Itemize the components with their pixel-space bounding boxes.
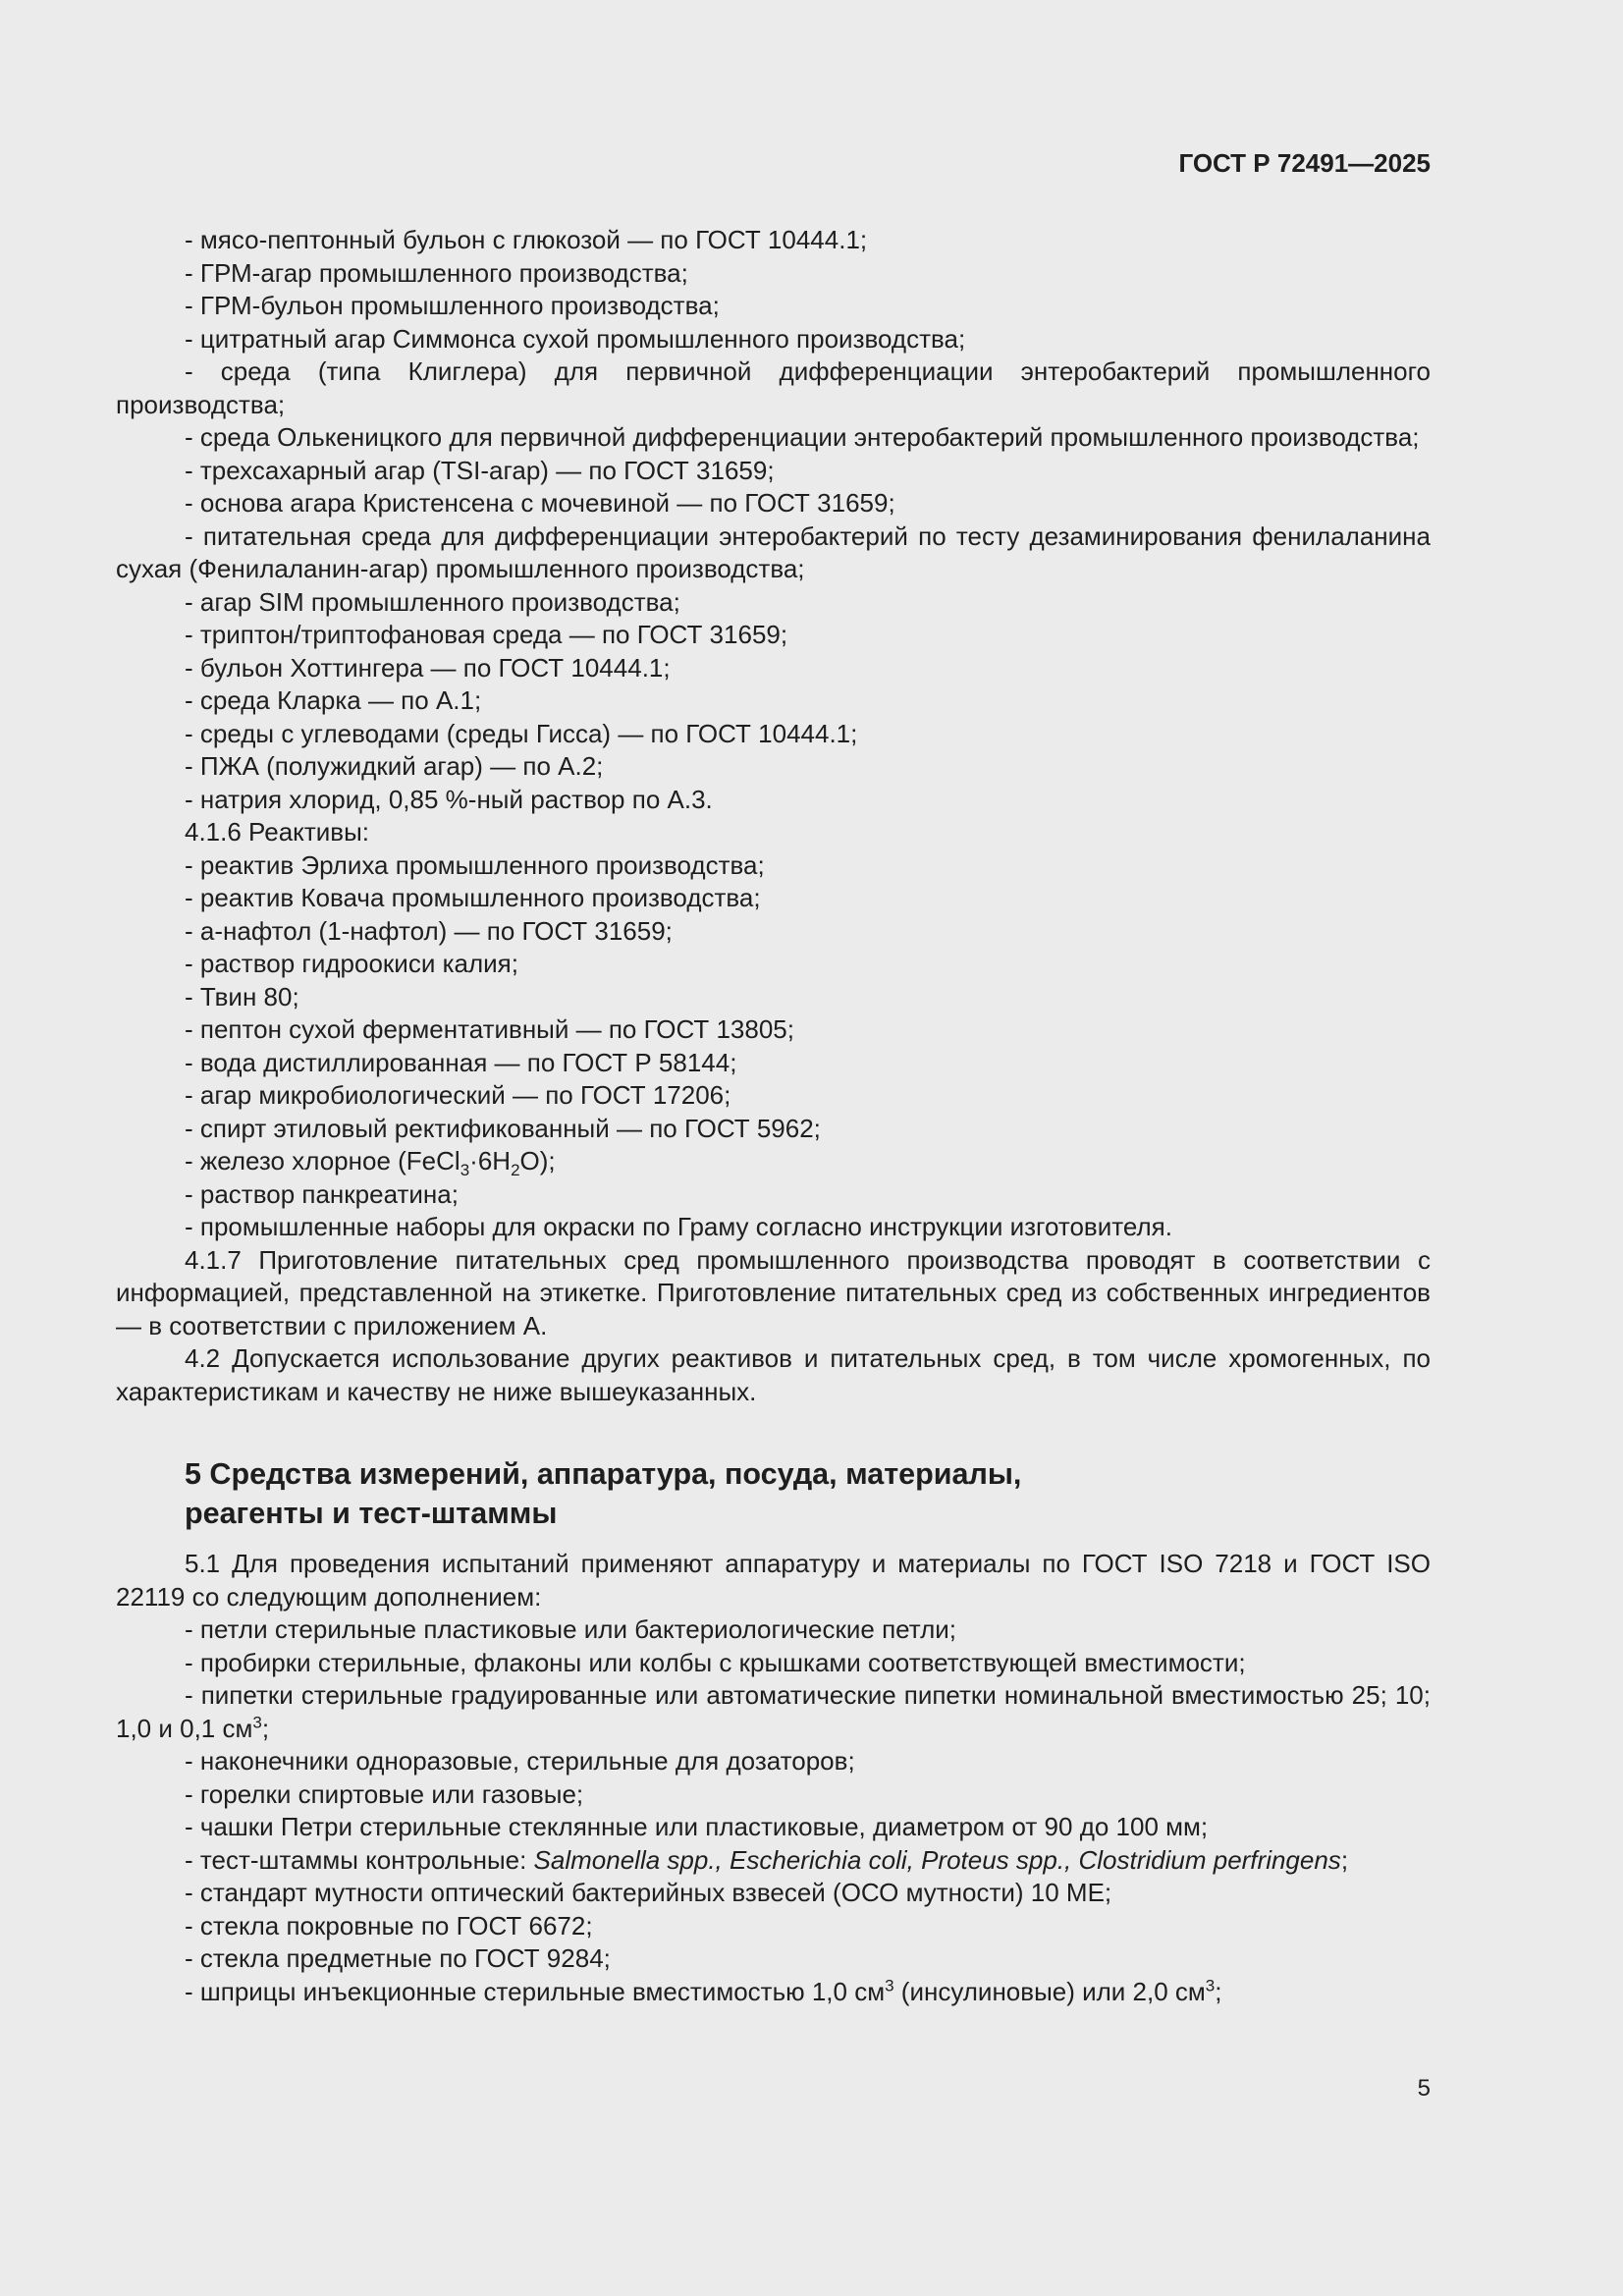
list-item: - пептон сухой ферментативный — по ГОСТ 13805; [185, 1014, 794, 1044]
list-item: - среда (типа Клиглера) для первичной дифференциации энтеробактерий промышленного производства; [116, 356, 1431, 419]
list-item: - пробирки стерильные, флаконы или колбы с крышками соответствующей вместимости; [185, 1647, 1246, 1677]
section-heading-line: 5 Средства измерений, аппаратура, посуда, материалы, [185, 1457, 1022, 1491]
list-item-test-strains: - тест-штаммы контрольные: Salmonella spp., Escherichia coli, Proteus spp., Clostridium perfringens; [185, 1844, 1349, 1875]
list-item: - стекла покровные по ГОСТ 6672; [185, 1910, 593, 1941]
clause-title: 4.1.6 Реактивы: [185, 817, 369, 847]
list-item: - ГРМ-бульон промышленного производства; [185, 291, 720, 320]
list-item: - промышленные наборы для окраски по Граму согласно инструкции изготовителя. [185, 1212, 1172, 1241]
list-item: - агар SIM промышленного производства; [185, 586, 680, 617]
list-item: - реактив Эрлиха промышленного производства; [185, 849, 765, 880]
list-item: - стандарт мутности оптический бактерийных взвесей (ОСО мутности) 10 МЕ; [185, 1878, 1112, 1907]
list-item: - основа агара Кристенсена с мочевиной — по ГОСТ 31659; [185, 488, 895, 518]
list-item: - среда Олькеницкого для первичной дифференциации энтеробактерий промышленного производства; [185, 422, 1420, 452]
list-item-ferric-chloride: - железо хлорное $(FeCl_3\cdot 6H_2O)$; [185, 1146, 556, 1180]
list-item: - среда Кларка — по А.1; [185, 685, 482, 715]
list-item: - спирт этиловый ректификованный — по ГОСТ 5962; [185, 1113, 821, 1143]
list-item: - петли стерильные пластиковые или бактериологические петли; [185, 1614, 957, 1644]
list-item: - Твин 80; [185, 981, 299, 1011]
list-item: - ГРМ-агар промышленного производства; [185, 257, 688, 288]
list-item: - бульон Хоттингера — по ГОСТ 10444.1; [185, 652, 671, 683]
list-item: - стекла предметные по ГОСТ 9284; [185, 1943, 611, 1973]
list-item: - натрия хлорид, 0,85 %-ный раствор по А.3. [185, 784, 713, 814]
paragraph-5-1: 5.1 Для проведения испытаний применяют аппаратуру и материалы по ГОСТ ISO 7218 и ГОСТ ISO 22119 со следующим дополнением: [116, 1549, 1431, 1612]
list-item: - реактив Ковача промышленного производства; [185, 883, 761, 912]
document-code: ГОСТ Р 72491—2025 [1178, 148, 1431, 178]
list-item: - горелки спиртовые или газовые; [185, 1778, 584, 1809]
section-heading-line: реагенты и тест-штаммы [185, 1497, 558, 1530]
list-item: - питательная среда для дифференциации энтеробактерий по тесту дезаминирования фенилаланина сухая (Фенилаланин-агар) промышленного производства; [116, 520, 1431, 583]
list-item: - трехсахарный агар (TSI-агар) — по ГОСТ 31659; [185, 455, 775, 485]
list-item: - триптон/триптофановая среда — по ГОСТ 31659; [185, 620, 788, 649]
list-item: - цитратный агар Симмонса сухой промышленного производства; [185, 323, 966, 354]
list-item-pipettes: - пипетки стерильные градуированные или автоматические пипетки номинальной вместимостью 25; 10; 1,0 и 0,1 $см^3$; [116, 1680, 1431, 1743]
page-number: 5 [1417, 2075, 1431, 2102]
paragraph-4-2: 4.2 Допускается использование других реактивов и питательных сред, в том числе хромогенных, по характеристикам и качеству не ниже вышеуказанных. [116, 1343, 1431, 1406]
list-item: - раствор панкреатина; [185, 1178, 459, 1209]
list-item: - вода дистиллированная — по ГОСТ Р 58144; [185, 1047, 737, 1077]
paragraph-4-1-7: 4.1.7 Приготовление питательных сред промышленного производства проводят в соответствии с информацией, представленной на этикетке. Приготовление питательных сред из собственных ингредиентов — в соответствии с приложением А. [116, 1244, 1431, 1340]
list-item: - наконечники одноразовые, стерильные для дозаторов; [185, 1746, 855, 1776]
list-item: - ПЖА (полужидкий агар) — по А.2; [185, 751, 604, 781]
page-body [116, 224, 1431, 2008]
list-item: - агар микробиологический — по ГОСТ 17206; [185, 1080, 731, 1110]
list-item: - среды с углеводами (среды Гисса) — по ГОСТ 10444.1; [185, 718, 858, 748]
list-item: - а-нафтол (1-нафтол) — по ГОСТ 31659; [185, 915, 673, 946]
list-item: - мясо-пептонный бульон с глюкозой — по ГОСТ 10444.1; [185, 225, 868, 254]
list-item-syringes: - шприцы инъекционные стерильные вместимостью 1,0 $см^3$ (инсулиновые) или 2,0 $см^3$; [185, 1975, 1222, 2006]
list-item: - раствор гидроокиси калия; [185, 949, 518, 978]
list-item: - чашки Петри стерильные стеклянные или пластиковые, диаметром от 90 до 100 мм; [185, 1812, 1209, 1841]
section-heading [116, 1454, 1431, 1533]
